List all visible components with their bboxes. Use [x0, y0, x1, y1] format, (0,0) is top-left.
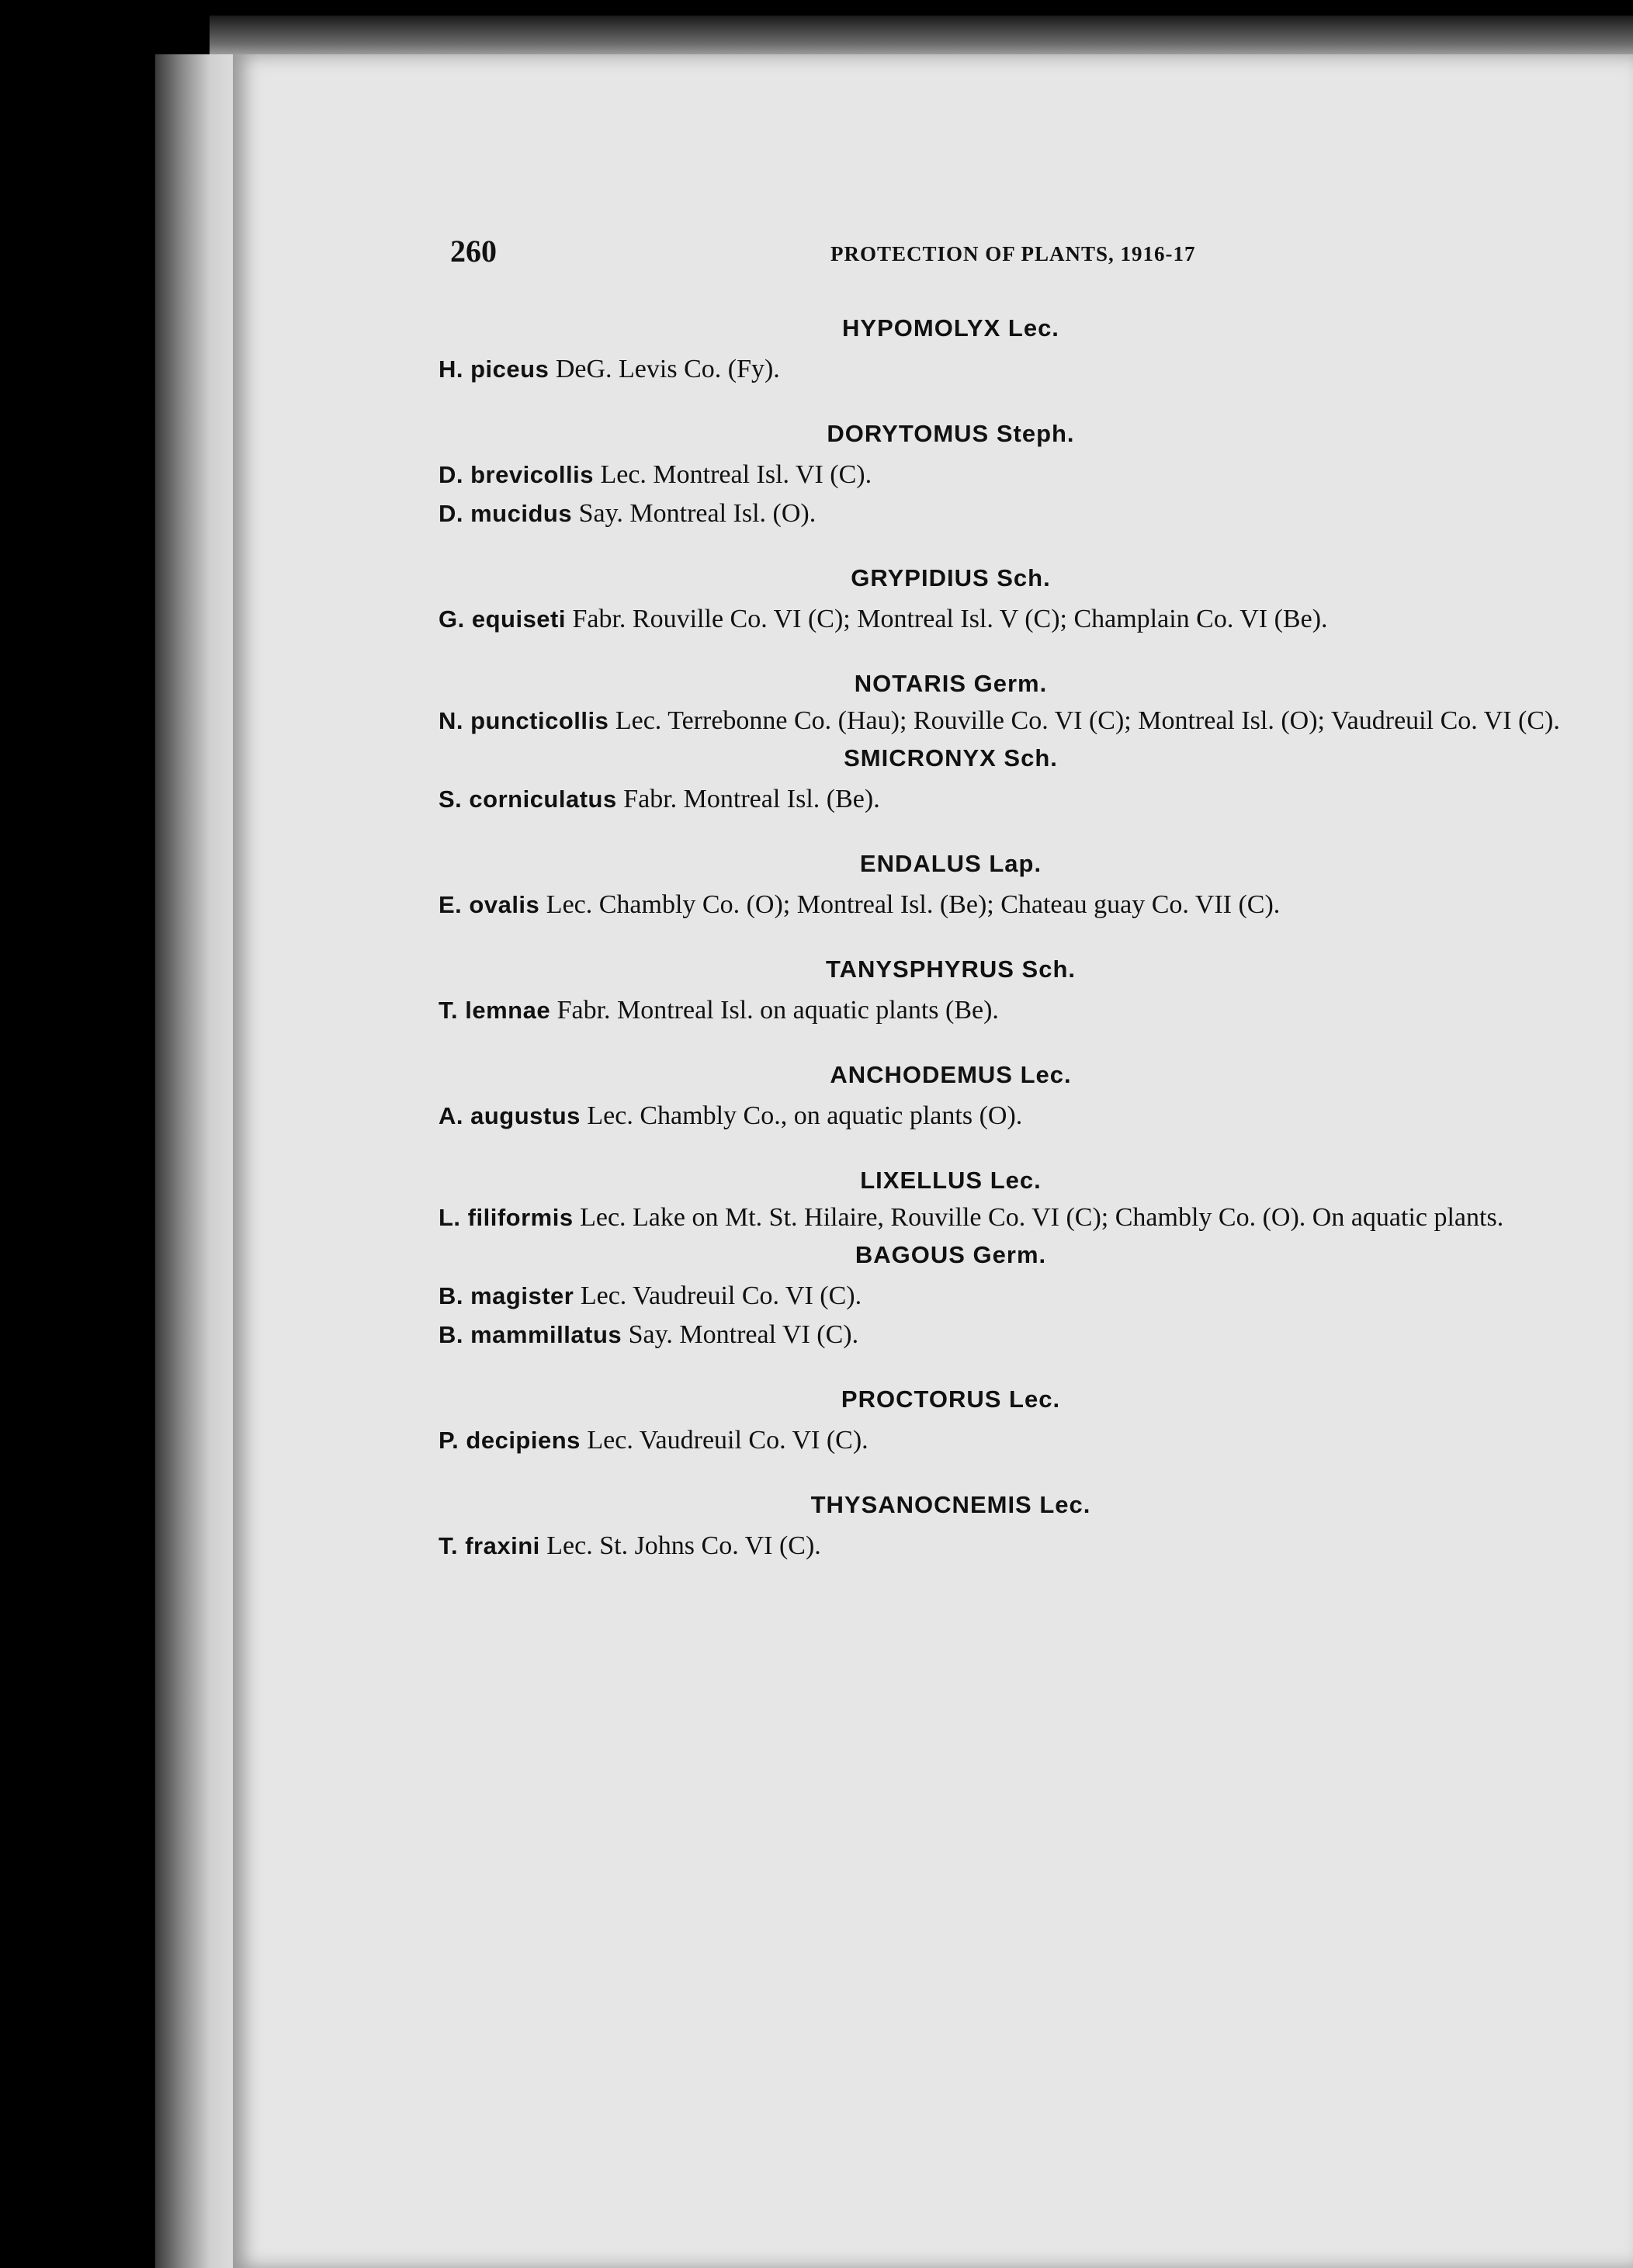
species-entry — [439, 1527, 1603, 1566]
species-entry — [439, 1097, 1603, 1136]
genus-heading: TANYSPHYRUS Sch. — [825, 955, 1077, 983]
genus-section — [439, 1159, 1603, 1233]
species-record: Fabr. Rouville Co. VI (C); Montreal Isl. V (C); Champlain Co. VI (Be). — [565, 605, 1328, 633]
species-entry — [439, 1421, 1603, 1460]
genus-section — [439, 662, 1603, 737]
genus-heading: ANCHODEMUS Lec. — [830, 1061, 1072, 1088]
species-record: Say. Montreal VI (C). — [622, 1320, 859, 1349]
genus-section — [439, 412, 1603, 533]
species-name: A. augustus — [439, 1102, 581, 1129]
species-group — [439, 1097, 1603, 1136]
running-head: PROTECTION OF PLANTS, 1916-17 — [830, 242, 1196, 265]
species-name: T. lemnae — [439, 997, 551, 1024]
genus-section — [439, 948, 1603, 1030]
species-name: D. brevicollis — [439, 461, 594, 488]
species-record: DeG. Levis Co. (Fy). — [549, 355, 780, 383]
species-name: B. magister — [439, 1282, 574, 1309]
genus-heading: HYPOMOLYX Lec. — [842, 314, 1059, 342]
genus-section — [439, 737, 1603, 819]
species-entry — [439, 991, 1603, 1030]
species-group — [439, 350, 1603, 389]
genus-section — [439, 557, 1603, 639]
genus-heading: PROCTORUS Lec. — [841, 1385, 1061, 1413]
genus-heading: LIXELLUS Lec. — [860, 1167, 1042, 1194]
species-entry — [439, 886, 1603, 924]
species-record: Lec. Lake on Mt. St. Hilaire, Rouville Co. VI (C); Chambly Co. (O). On aquatic plants. — [573, 1203, 1504, 1232]
species-entry — [439, 1202, 1603, 1233]
genus-heading: SMICRONYX Sch. — [844, 744, 1058, 772]
genus-section — [439, 1378, 1603, 1460]
species-name: E. ovalis — [439, 891, 540, 918]
species-group — [439, 886, 1603, 924]
species-group — [439, 456, 1603, 533]
species-record: Fabr. Montreal Isl. on aquatic plants (Be). — [550, 996, 999, 1025]
species-entry — [439, 350, 1603, 389]
species-list — [439, 307, 1603, 1589]
species-entry — [439, 1316, 1603, 1354]
species-record: Lec. St. Johns Co. VI (C). — [539, 1531, 821, 1560]
species-group — [439, 991, 1603, 1030]
genus-section — [439, 307, 1603, 389]
species-name: S. corniculatus — [439, 785, 617, 813]
species-name: N. puncticollis — [439, 707, 609, 734]
book-spine-shadow — [155, 54, 233, 2268]
species-entry — [439, 706, 1603, 737]
species-group — [439, 1421, 1603, 1460]
species-record: Lec. Chambly Co., on aquatic plants (O). — [580, 1101, 1023, 1130]
genus-heading: NOTARIS Germ. — [854, 670, 1048, 697]
species-name: T. fraxini — [439, 1532, 540, 1559]
species-group — [439, 1202, 1603, 1233]
species-entry — [439, 780, 1603, 819]
genus-heading: GRYPIDIUS Sch. — [851, 564, 1051, 591]
species-entry — [439, 600, 1603, 639]
species-record: Fabr. Montreal Isl. (Be). — [616, 785, 880, 813]
genus-heading: THYSANOCNEMIS Lec. — [810, 1491, 1091, 1518]
page-header — [450, 233, 1614, 279]
species-group — [439, 706, 1603, 737]
species-record: Lec. Chambly Co. (O); Montreal Isl. (Be); Chateau guay Co. VII (C). — [539, 890, 1281, 919]
genus-section — [439, 842, 1603, 924]
species-name: P. decipiens — [439, 1427, 581, 1454]
genus-heading: DORYTOMUS Steph. — [827, 420, 1075, 447]
species-entry — [439, 456, 1603, 494]
genus-heading: ENDALUS Lap. — [859, 850, 1042, 877]
species-group — [439, 1277, 1603, 1354]
species-name: H. piceus — [439, 355, 550, 383]
species-group — [439, 600, 1603, 639]
species-group — [439, 780, 1603, 819]
genus-section — [439, 1053, 1603, 1136]
page-number: 260 — [450, 234, 497, 269]
species-entry — [439, 494, 1603, 533]
genus-section — [439, 1483, 1603, 1566]
species-record: Lec. Vaudreuil Co. VI (C). — [574, 1281, 862, 1310]
species-record: Lec. Vaudreuil Co. VI (C). — [580, 1426, 869, 1455]
species-group — [439, 1527, 1603, 1566]
species-name: G. equiseti — [439, 605, 566, 633]
genus-section — [439, 1233, 1603, 1354]
species-record: Say. Montreal Isl. (O). — [572, 499, 816, 528]
species-record: Lec. Montreal Isl. VI (C). — [593, 460, 872, 489]
species-entry — [439, 1277, 1603, 1316]
species-name: B. mammillatus — [439, 1321, 622, 1348]
species-record: Lec. Terrebonne Co. (Hau); Rouville Co. VI (C); Montreal Isl. (O); Vaudreuil Co. VI (C). — [608, 706, 1560, 735]
genus-heading: BAGOUS Germ. — [855, 1241, 1047, 1268]
species-name: L. filiformis — [439, 1204, 574, 1231]
species-name: D. mucidus — [439, 500, 573, 527]
